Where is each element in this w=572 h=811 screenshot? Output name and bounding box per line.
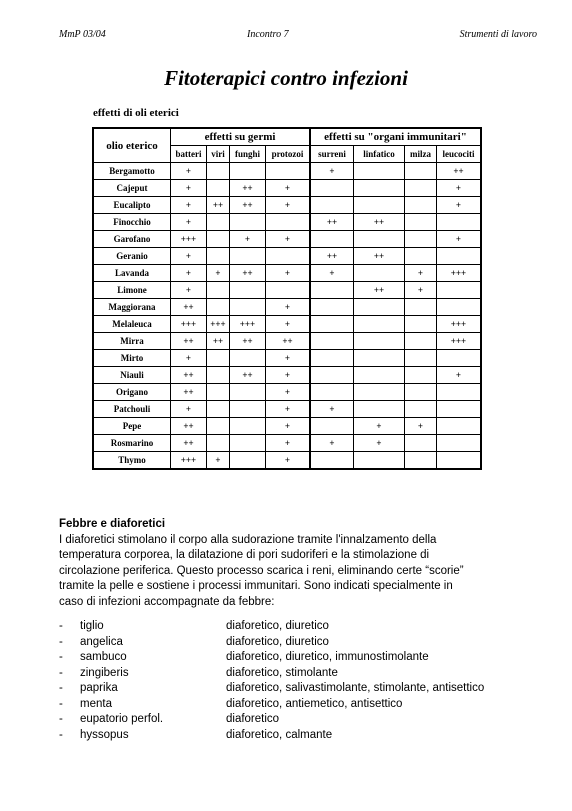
table-row	[93, 367, 481, 384]
herb-effect: diaforetico, diuretico	[226, 620, 329, 632]
effect-cell: ++	[230, 180, 266, 197]
effect-cell	[354, 367, 405, 384]
effect-cell	[405, 299, 437, 316]
effect-cell: ++	[207, 333, 230, 350]
subcol-4: surreni	[310, 146, 354, 163]
oil-name: Maggiorana	[93, 299, 171, 316]
effect-cell	[207, 282, 230, 299]
oil-name: Cajeput	[93, 180, 171, 197]
effect-cell	[405, 452, 437, 470]
paragraph-line: circolazione periferica. Questo processo scarica i reni, eliminando certe “scorie”	[59, 564, 464, 577]
subcol-3: protozoi	[266, 146, 311, 163]
effect-cell: +	[266, 401, 311, 418]
effect-cell: ++	[354, 248, 405, 265]
effect-cell: +	[437, 231, 482, 248]
effect-cell: +	[171, 163, 207, 180]
effect-cell	[405, 384, 437, 401]
table-row	[93, 214, 481, 231]
effect-cell	[310, 282, 354, 299]
effect-cell	[207, 401, 230, 418]
table-row	[93, 265, 481, 282]
effect-cell: +	[405, 282, 437, 299]
effect-cell: +++	[437, 333, 482, 350]
effect-cell	[230, 248, 266, 265]
effect-cell	[354, 197, 405, 214]
list-item	[59, 712, 484, 728]
effect-cell: +	[354, 435, 405, 452]
effect-cell: +	[310, 163, 354, 180]
effect-cell: ++	[230, 265, 266, 282]
effect-cell: ++	[230, 333, 266, 350]
effect-cell: ++	[207, 197, 230, 214]
subcol-0: batteri	[171, 146, 207, 163]
effect-cell: +	[437, 367, 482, 384]
effect-cell	[405, 180, 437, 197]
table-row	[93, 401, 481, 418]
effect-cell	[354, 265, 405, 282]
effect-cell	[437, 282, 482, 299]
effect-cell	[207, 163, 230, 180]
effect-cell	[310, 316, 354, 333]
oil-name: Thymo	[93, 452, 171, 470]
bullet-dash: -	[59, 620, 63, 632]
effect-cell	[207, 299, 230, 316]
herb-name: tiglio	[80, 620, 104, 632]
col-olio-eterico: olio eterico	[93, 128, 171, 163]
oil-name: Pepe	[93, 418, 171, 435]
effect-cell	[354, 163, 405, 180]
paragraph-line: caso di infezioni accompagnate da febbre:	[59, 595, 275, 608]
effect-cell	[405, 367, 437, 384]
herb-name: zingiberis	[80, 666, 129, 679]
oil-name: Melaleuca	[93, 316, 171, 333]
effect-cell	[354, 333, 405, 350]
herb-effect: diaforetico	[226, 713, 280, 725]
effect-cell: ++	[171, 435, 207, 452]
list-item	[59, 635, 484, 651]
effect-cell	[207, 350, 230, 367]
effect-cell: +	[171, 180, 207, 197]
effect-cell	[354, 231, 405, 248]
effect-cell	[405, 163, 437, 180]
effect-cell	[310, 197, 354, 214]
effect-cell: ++	[354, 282, 405, 299]
list-item	[59, 681, 484, 697]
table-row	[93, 452, 481, 470]
effect-cell: ++	[266, 333, 311, 350]
effect-cell	[230, 435, 266, 452]
effect-cell: +++	[171, 316, 207, 333]
effect-cell	[230, 452, 266, 470]
effect-cell	[266, 214, 311, 231]
section-title: Febbre e diaforetici	[59, 518, 166, 530]
effect-cell	[405, 350, 437, 367]
effect-cell	[310, 231, 354, 248]
table-row	[93, 248, 481, 265]
oil-name: Niauli	[93, 367, 171, 384]
effect-cell: +	[437, 197, 482, 214]
effect-cell: +	[207, 452, 230, 470]
paragraph-line: I diaforetici stimolano il corpo alla sudorazione tramite l'innalzamento della	[59, 533, 437, 546]
oils-table	[92, 127, 482, 470]
oil-name: Finocchio	[93, 214, 171, 231]
oil-name: Garofano	[93, 231, 171, 248]
header-center: Incontro 7	[247, 29, 289, 40]
effect-cell: +	[171, 401, 207, 418]
effect-cell: ++	[354, 214, 405, 231]
oil-name: Geranio	[93, 248, 171, 265]
list-item	[59, 697, 484, 713]
table-row	[93, 350, 481, 367]
effect-cell	[207, 435, 230, 452]
paragraph-line: tramite la pelle e sostiene i processi immunitari. Sono indicati specialmente in	[59, 580, 453, 592]
herb-effect: diaforetico, stimolante	[226, 666, 338, 679]
subcol-6: milza	[405, 146, 437, 163]
effect-cell: +	[266, 316, 311, 333]
oil-name: Patchouli	[93, 401, 171, 418]
table-row	[93, 316, 481, 333]
bullet-dash: -	[59, 713, 63, 725]
effect-cell	[437, 435, 482, 452]
effect-cell: +++	[437, 265, 482, 282]
effect-cell	[207, 231, 230, 248]
oil-name: Bergamotto	[93, 163, 171, 180]
list-item	[59, 650, 484, 666]
effect-cell: ++	[230, 367, 266, 384]
herb-effect: diaforetico, diuretico	[226, 635, 329, 648]
herb-name: eupatorio perfol.	[80, 713, 164, 725]
subcol-2: funghi	[230, 146, 266, 163]
effect-cell	[207, 214, 230, 231]
effect-cell	[207, 180, 230, 197]
effect-cell	[354, 316, 405, 333]
list-item	[59, 666, 484, 682]
bullet-dash: -	[59, 666, 63, 679]
table-row	[93, 197, 481, 214]
bullet-dash: -	[59, 651, 63, 663]
effect-cell: +	[266, 350, 311, 367]
herb-effect: diaforetico, diuretico, immunostimolante	[226, 651, 429, 663]
herb-name: paprika	[80, 682, 118, 694]
effect-cell: +	[207, 265, 230, 282]
effect-cell: +	[266, 452, 311, 470]
effect-cell: ++	[230, 197, 266, 214]
effect-cell	[266, 163, 311, 180]
herb-list	[59, 619, 484, 743]
list-item	[59, 728, 484, 744]
effect-cell	[437, 214, 482, 231]
effect-cell	[310, 299, 354, 316]
effect-cell: +	[310, 401, 354, 418]
effect-cell	[230, 384, 266, 401]
herb-effect: diaforetico, calmante	[226, 728, 333, 741]
effect-cell	[230, 282, 266, 299]
table-row	[93, 231, 481, 248]
effect-cell	[207, 367, 230, 384]
effect-cell: +	[310, 265, 354, 282]
effect-cell: +	[266, 418, 311, 435]
oil-name: Limone	[93, 282, 171, 299]
bullet-dash: -	[59, 697, 63, 710]
effect-cell	[207, 418, 230, 435]
effect-cell	[354, 384, 405, 401]
header-left: MmP 03/04	[59, 29, 106, 40]
effect-cell	[230, 214, 266, 231]
effect-cell	[405, 435, 437, 452]
oil-name: Lavanda	[93, 265, 171, 282]
effect-cell: +	[310, 435, 354, 452]
table-row	[93, 435, 481, 452]
effect-cell: +	[171, 248, 207, 265]
oil-name: Rosmarino	[93, 435, 171, 452]
effect-cell	[405, 197, 437, 214]
effect-cell	[354, 401, 405, 418]
effect-cell: ++	[437, 163, 482, 180]
effect-cell	[310, 452, 354, 470]
herb-name: menta	[80, 697, 112, 710]
effect-cell: +	[266, 265, 311, 282]
table-row	[93, 282, 481, 299]
table-row	[93, 418, 481, 435]
bullet-dash: -	[59, 682, 63, 694]
effect-cell: +	[171, 214, 207, 231]
herb-effect: diaforetico, antiemetico, antisettico	[226, 697, 403, 710]
oil-name: Mirra	[93, 333, 171, 350]
table-row	[93, 163, 481, 180]
subcol-7: leucociti	[437, 146, 482, 163]
effect-cell	[266, 282, 311, 299]
table-subtitle: effetti di oli eterici	[93, 107, 179, 119]
effect-cell	[354, 452, 405, 470]
list-item	[59, 619, 484, 635]
effect-cell: +	[405, 418, 437, 435]
effect-cell: +	[266, 299, 311, 316]
effect-cell: +	[266, 367, 311, 384]
effect-cell: ++	[310, 214, 354, 231]
bullet-dash: -	[59, 635, 63, 648]
table-row	[93, 384, 481, 401]
table-row	[93, 180, 481, 197]
effect-cell: ++	[171, 333, 207, 350]
effect-cell: +	[171, 197, 207, 214]
effect-cell	[207, 248, 230, 265]
effect-cell	[405, 214, 437, 231]
effect-cell: +	[405, 265, 437, 282]
effect-cell	[310, 367, 354, 384]
effect-cell	[310, 333, 354, 350]
effect-cell: +	[437, 180, 482, 197]
section-febbre	[59, 517, 539, 610]
effect-cell	[437, 452, 482, 470]
effect-cell: +++	[207, 316, 230, 333]
table-row	[93, 333, 481, 350]
effect-cell: ++	[171, 367, 207, 384]
effect-cell	[310, 180, 354, 197]
effect-cell: +	[171, 350, 207, 367]
herb-name: hyssopus	[80, 728, 129, 741]
page-title: Fitoterapici contro infezioni	[164, 66, 408, 90]
effect-cell: ++	[171, 384, 207, 401]
effect-cell: +	[266, 180, 311, 197]
paragraph-line: temperatura corporea, la dilatazione di pori sudoriferi e la stimolazione di	[59, 549, 430, 561]
effect-cell	[405, 401, 437, 418]
effect-cell	[405, 248, 437, 265]
effect-cell	[437, 299, 482, 316]
effect-cell: +	[230, 231, 266, 248]
effect-cell	[310, 418, 354, 435]
oil-name: Origano	[93, 384, 171, 401]
subcol-1: viri	[207, 146, 230, 163]
bullet-dash: -	[59, 728, 63, 741]
effect-cell	[230, 350, 266, 367]
oil-name: Mirto	[93, 350, 171, 367]
effect-cell: +++	[437, 316, 482, 333]
effect-cell: +++	[230, 316, 266, 333]
effect-cell	[207, 384, 230, 401]
effect-cell	[230, 401, 266, 418]
effect-cell	[230, 418, 266, 435]
effect-cell	[266, 248, 311, 265]
effect-cell: +	[266, 384, 311, 401]
effect-cell	[230, 299, 266, 316]
effect-cell: ++	[171, 418, 207, 435]
effect-cell: ++	[171, 299, 207, 316]
effect-cell	[437, 248, 482, 265]
header-right: Strumenti di lavoro	[459, 29, 537, 40]
effect-cell	[310, 384, 354, 401]
effect-cell	[437, 384, 482, 401]
effect-cell	[405, 316, 437, 333]
effect-cell	[405, 333, 437, 350]
effect-cell: +++	[171, 452, 207, 470]
group-organi: effetti su "organi immunitari"	[310, 128, 481, 146]
herb-name: angelica	[80, 635, 123, 648]
effect-cell	[437, 401, 482, 418]
effect-cell: +	[354, 418, 405, 435]
effect-cell: +	[266, 197, 311, 214]
effect-cell	[230, 163, 266, 180]
oil-name: Eucalipto	[93, 197, 171, 214]
effect-cell: ++	[310, 248, 354, 265]
herb-effect: diaforetico, salivastimolante, stimolante, antisettico	[226, 682, 485, 694]
effect-cell	[437, 418, 482, 435]
effect-cell	[354, 180, 405, 197]
subcol-5: linfatico	[354, 146, 405, 163]
effect-cell	[310, 350, 354, 367]
effect-cell: +++	[171, 231, 207, 248]
effect-cell	[437, 350, 482, 367]
effect-cell: +	[171, 282, 207, 299]
herb-name: sambuco	[80, 651, 127, 663]
effect-cell: +	[266, 435, 311, 452]
effect-cell	[405, 231, 437, 248]
table-row	[93, 299, 481, 316]
effect-cell	[354, 299, 405, 316]
group-germi: effetti su germi	[171, 128, 311, 146]
effect-cell: +	[266, 231, 311, 248]
effect-cell	[354, 350, 405, 367]
effect-cell: +	[171, 265, 207, 282]
